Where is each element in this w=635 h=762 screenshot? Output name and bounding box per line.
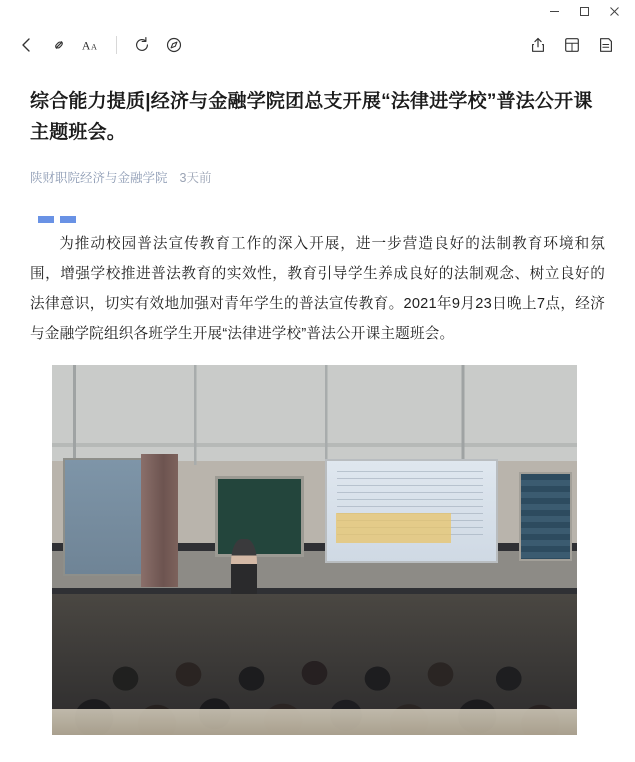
svg-text:A: A [81, 38, 91, 53]
font-size-icon[interactable] [76, 30, 106, 60]
dot-icon [38, 216, 54, 223]
blackboard-detail [215, 476, 304, 557]
reader-toolbar [0, 22, 635, 68]
classroom-photo [52, 365, 577, 735]
svg-text:A: A [91, 42, 97, 52]
window-title-bar [0, 0, 635, 22]
screen-highlight-detail [336, 513, 452, 543]
toolbar-divider [116, 36, 117, 54]
right-panel-detail [519, 472, 572, 561]
maximize-button[interactable] [569, 1, 599, 21]
desks-detail [52, 709, 577, 735]
collections-icon[interactable] [557, 30, 587, 60]
article-container [0, 68, 635, 735]
projector-screen-detail [325, 459, 498, 563]
back-button[interactable] [12, 30, 42, 60]
article-image[interactable] [52, 365, 577, 735]
window-detail [63, 458, 152, 576]
article-meta [30, 168, 605, 186]
toolbar-right-group [523, 30, 621, 60]
compass-icon[interactable] [159, 30, 189, 60]
toolbar-left-group [12, 30, 189, 60]
account-name[interactable]: 陕财职院经济与金融学院 [30, 171, 168, 185]
ceiling-detail [52, 365, 577, 465]
minimize-button[interactable] [539, 1, 569, 21]
close-button[interactable] [599, 1, 629, 21]
notes-icon[interactable] [591, 30, 621, 60]
page-title: 综合能力提质|经济与金融学院团总支开展“法律进学校”普法公开课主题班会。 [30, 91, 593, 143]
refresh-icon[interactable] [127, 30, 157, 60]
article-paragraph: 为推动校园普法宣传教育工作的深入开展，进一步营造良好的法制教育环境和氛围，增强学校推进普法教育的实效性，教育引导学生养成良好的法制观念、树立良好的法律意识，切实有效地加强对青年学生的普法宣传教育。2021年9月23日晚上7点，经济与金融学院组织各班学生开展“法律进学校”普法公开课主题班会。 [30, 236, 605, 342]
curtain-detail [141, 454, 178, 587]
link-icon[interactable] [44, 30, 74, 60]
share-icon[interactable] [523, 30, 553, 60]
decorative-dots [30, 216, 605, 223]
teacher-figure [231, 539, 257, 598]
publish-time: 3天前 [179, 171, 212, 185]
dot-icon [60, 216, 76, 223]
